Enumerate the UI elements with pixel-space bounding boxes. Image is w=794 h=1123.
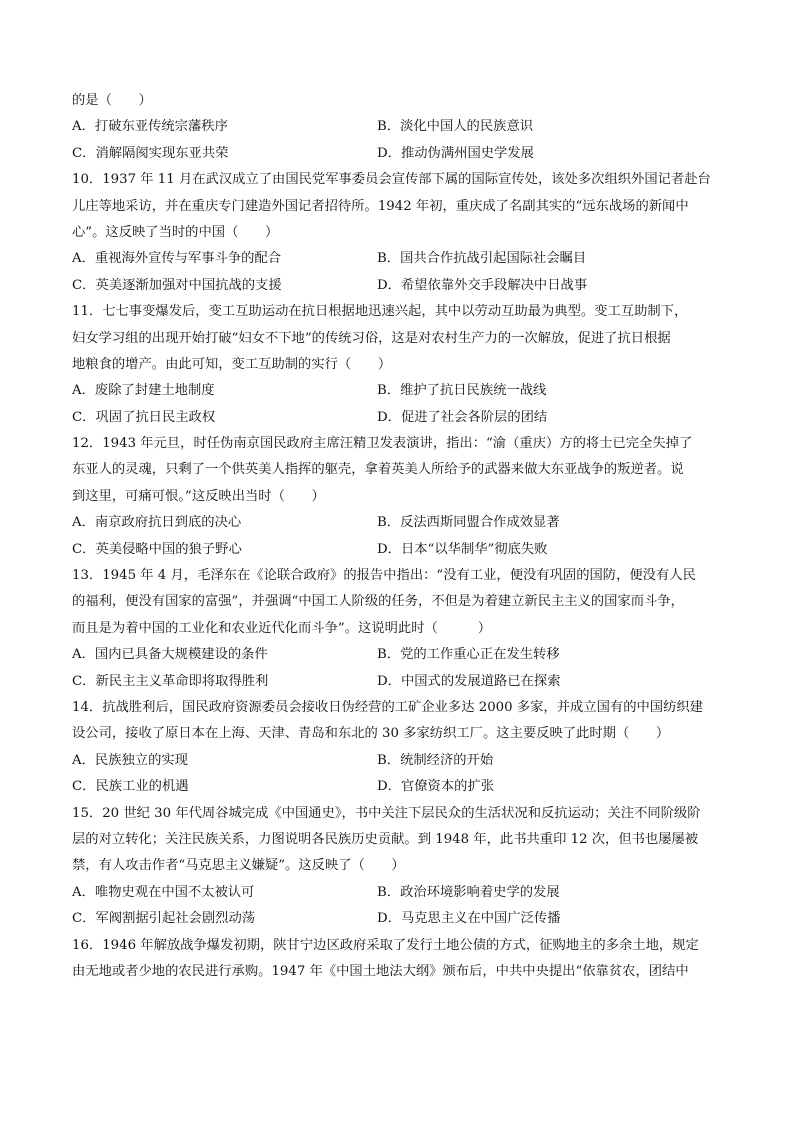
answer-option: A．唯物史观在中国不太被认可 <box>72 884 255 900</box>
option-row <box>72 669 724 695</box>
answer-option: C．新民主主义革命即将取得胜利 <box>72 673 269 689</box>
answer-option: A．民族独立的实现 <box>72 752 188 768</box>
question-text-line: 妇女学习组的出现开始打破“妇女不下地”的传统习俗，这是对农村生产力的一次解放，促进了抗日根据 <box>72 330 671 346</box>
option-row <box>72 642 724 668</box>
answer-option: B．国共合作抗战引起国际社会瞩目 <box>377 251 587 267</box>
option-row <box>72 141 724 167</box>
option-row <box>72 774 724 800</box>
question-text-line: 15．20 世纪 30 年代周谷城完成《中国通史》，书中关注下层民众的生活状况和反抗运动；关注不同阶级阶 <box>72 805 701 821</box>
answer-option: C．巩固了抗日民主政权 <box>72 409 216 425</box>
question-text-line: 11．七七事变爆发后，变工互助运动在抗日根据地迅速兴起，其中以劳动互助最为典型。变工互助制下， <box>72 304 688 320</box>
answer-option: B．政治环境影响着史学的发展 <box>377 884 560 900</box>
question-text-line: 设公司，接收了原日本在上海、天津、青岛和东北的 30 多家纺织工厂。这主要反映了此时期（ ） <box>72 726 670 742</box>
answer-option: A．打破东亚传统宗藩秩序 <box>72 119 228 135</box>
answer-option: C．民族工业的机遇 <box>72 779 189 795</box>
question-text-line: 12．1943 年元旦，时任伪南京国民政府主席汪精卫发表演讲，指出：“渝（重庆）方的将士已完全失掉了 <box>72 436 693 452</box>
question-item <box>72 563 724 695</box>
option-row <box>72 378 724 404</box>
option-row <box>72 510 724 536</box>
question-text-line: 16．1946 年解放战争爆发初期，陕甘宁边区政府采取了发行土地公债的方式，征购地主的多余土地，规定 <box>72 937 699 953</box>
question-text-line: 儿庄等地采访，并在重庆专门建造外国记者招待所。1942 年初，重庆成了名副其实的“远东战场的新闻中 <box>72 198 689 214</box>
answer-option: D．日本“以华制华”彻底失败 <box>377 541 548 557</box>
question-item <box>72 299 724 431</box>
option-row <box>72 748 724 774</box>
answer-option: A．废除了封建土地制度 <box>72 383 215 399</box>
question-item <box>72 167 724 299</box>
question-text-line: 东亚人的灵魂，只剩了一个供英美人指挥的躯壳，拿着英美人所给予的武器来做大东亚战争的叛逆者。说 <box>72 462 684 478</box>
question-text-line: 的是（ ） <box>72 93 152 108</box>
option-row <box>72 114 724 140</box>
answer-option: D．希望依靠外交手段解决中日战事 <box>377 277 588 293</box>
question-text-line: 10．1937 年 11 月在武汉成立了由国民党军事委员会宣传部下属的国际宣传处，该处多次组织外国记者赴台 <box>72 172 711 188</box>
question-item <box>72 695 724 801</box>
question-item <box>72 933 724 986</box>
answer-option: B．反法西斯同盟合作成效显著 <box>377 515 560 531</box>
question-text-line: 13．1945 年 4 月，毛泽东在《论联合政府》的报告中指出：“没有工业，便没有巩固的国防，便没有人民 <box>72 568 696 584</box>
option-row <box>72 537 724 563</box>
question-item <box>72 801 724 933</box>
question-list <box>72 88 724 985</box>
answer-option: D．中国式的发展道路已在探索 <box>377 673 561 689</box>
question-9-continuation <box>72 88 724 167</box>
answer-option: C．英美侵略中国的狼子野心 <box>72 541 242 557</box>
answer-option: A．重视海外宣传与军事斗争的配合 <box>72 251 282 267</box>
answer-option: D．促进了社会各阶层的团结 <box>377 409 548 425</box>
answer-option: B．淡化中国人的民族意识 <box>377 119 534 135</box>
answer-option: B．党的工作重心正在发生转移 <box>377 647 560 663</box>
question-text-line: 地粮食的增产。由此可知，变工互助制的实行（ ） <box>72 356 392 372</box>
answer-option: A．南京政府抗日到底的决心 <box>72 515 242 531</box>
option-row <box>72 273 724 299</box>
answer-option: D．马克思主义在中国广泛传播 <box>377 911 561 927</box>
option-row <box>72 246 724 272</box>
answer-option: B．统制经济的开始 <box>377 752 494 768</box>
option-row <box>72 880 724 906</box>
question-text-line: 14．抗战胜利后，国民政府资源委员会接收日伪经营的工矿企业多达 2000 多家，并成立国有的中国纺织建 <box>72 699 703 715</box>
exam-page <box>72 88 724 985</box>
question-text-line: 由无地或者少地的农民进行承购。1947 年《中国土地法大纲》颁布后，中共中央提出“依靠贫农，团结中 <box>72 963 689 979</box>
question-text-line: 禁，有人攻击作者“马克思主义嫌疑”。这反映了（ ） <box>72 858 405 874</box>
question-text-line: 的福利，便没有国家的富强”，并强调“中国工人阶级的任务，不但是为着建立新民主主义的国家而斗争， <box>72 594 684 610</box>
question-text-line: 而且是为着中国的工业化和农业近代化而斗争”。这说明此时（ ） <box>72 620 491 636</box>
question-text-line: 层的对立转化；关注民族关系，力图说明各民族历史贡献。到 1948 年，此书共重印 12 次，但书也屡屡被 <box>72 831 699 847</box>
answer-option: B．维护了抗日民族统一战线 <box>377 383 547 399</box>
answer-option: C．军阀割据引起社会剧烈动荡 <box>72 911 256 927</box>
answer-option: C．英美逐渐加强对中国抗战的支援 <box>72 277 282 293</box>
option-row <box>72 405 724 431</box>
question-text-line: 心”。这反映了当时的中国（ ） <box>72 224 279 240</box>
answer-option: D．推动伪满州国史学发展 <box>377 145 534 161</box>
question-text-line: 到这里，可痛可恨。”这反映出当时（ ） <box>72 488 325 504</box>
option-row <box>72 906 724 932</box>
answer-option: A．国内已具备大规模建设的条件 <box>72 647 268 663</box>
question-item <box>72 431 724 563</box>
answer-option: C．消解隔阂实现东亚共荣 <box>72 145 229 161</box>
answer-option: D．官僚资本的扩张 <box>377 779 495 795</box>
